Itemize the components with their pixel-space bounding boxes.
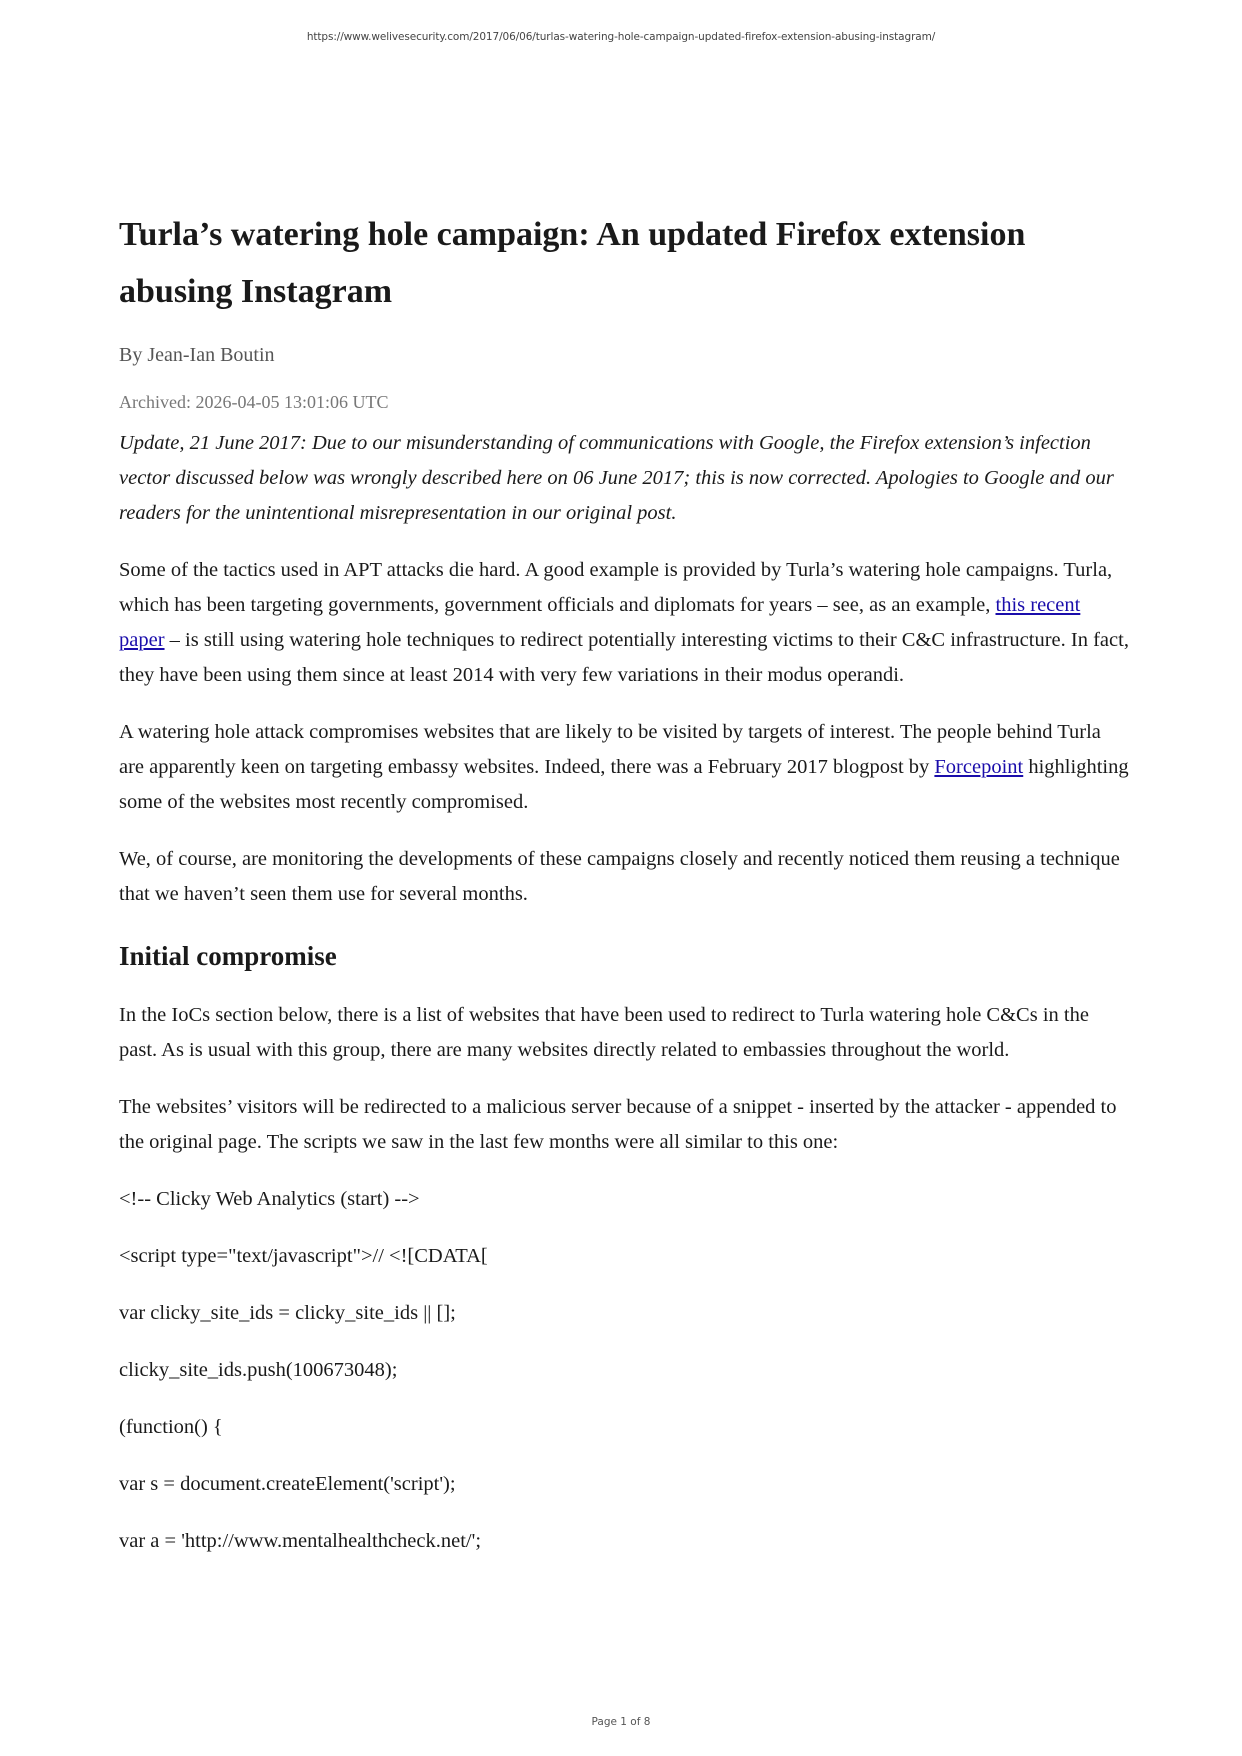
code-line: var a = 'http://www.mentalhealthcheck.net/';: [119, 1530, 482, 1552]
snippet-paragraph: The websites’ visitors will be redirected to a malicious server because of a snippet - inserted by the attacker - appended to the original page. The scripts we saw in the last few months were all similar to this one:: [119, 1096, 1117, 1153]
author-byline: By Jean-Ian Boutin: [119, 344, 275, 366]
section-heading-initial-compromise: Initial compromise: [119, 941, 337, 971]
iocs-paragraph: In the IoCs section below, there is a list of websites that have been used to redirect to Turla watering hole C&Cs in the past. As is usual with this group, there are many websites directly related to embassies throughout the world.: [119, 1004, 1089, 1061]
archived-timestamp: Archived: 2026-04-05 13:01:06 UTC: [119, 392, 389, 412]
intro-paragraph: [119, 553, 1129, 693]
page-number: Page 1 of 8: [591, 1716, 651, 1728]
article: [119, 206, 1129, 1559]
code-line: (function() {: [119, 1416, 223, 1438]
forcepoint-link[interactable]: Forcepoint: [934, 756, 1024, 778]
code-line: var clicky_site_ids = clicky_site_ids || [];: [119, 1302, 456, 1324]
page-url-header: https://www.welivesecurity.com/2017/06/06/turlas-watering-hole-campaign-updated-firefox-extension-abusing-instagram/: [306, 31, 936, 43]
code-line: var s = document.createElement('script');: [119, 1473, 456, 1495]
code-line: <!-- Clicky Web Analytics (start) -->: [119, 1188, 420, 1210]
recent-paper-link[interactable]: this recent paper: [119, 594, 1081, 651]
code-line: clicky_site_ids.push(100673048);: [119, 1359, 398, 1381]
article-title: Turla’s watering hole campaign: An updated Firefox extension abusing Instagram: [119, 216, 1026, 310]
intro-text-after: – is still using watering hole techniques to redirect potentially interesting victims to their C&C infrastructure. In fact, they have been using them since at least 2014 with very few variations in their modus operandi.: [119, 629, 1129, 686]
intro-text-before: Some of the tactics used in APT attacks die hard. A good example is provided by Turla’s watering hole campaigns. Turla, which has been targeting governments, government officials and diplomats for years – see, as an example,: [119, 559, 1113, 616]
watering-text-after: highlighting some of the websites most recently compromised.: [119, 756, 1129, 813]
code-line: <script type="text/javascript">// <![CDATA[: [119, 1245, 488, 1267]
watering-hole-paragraph: [119, 715, 1129, 820]
update-note: Update, 21 June 2017: Due to our misunderstanding of communications with Google, the Firefox extension’s infection vector discussed below was wrongly described here on 06 June 2017; this is now corrected. Apologies to Google and our readers for the unintentional misrepresentation in our original post.: [119, 432, 1114, 524]
watering-text-before: A watering hole attack compromises websites that are likely to be visited by targets of interest. The people behind Turla are apparently keen on targeting embassy websites. Indeed, there was a February 2017 blogpost by: [119, 721, 1101, 778]
monitoring-paragraph: We, of course, are monitoring the developments of these campaigns closely and recently noticed them reusing a technique that we haven’t seen them use for several months.: [119, 848, 1120, 905]
